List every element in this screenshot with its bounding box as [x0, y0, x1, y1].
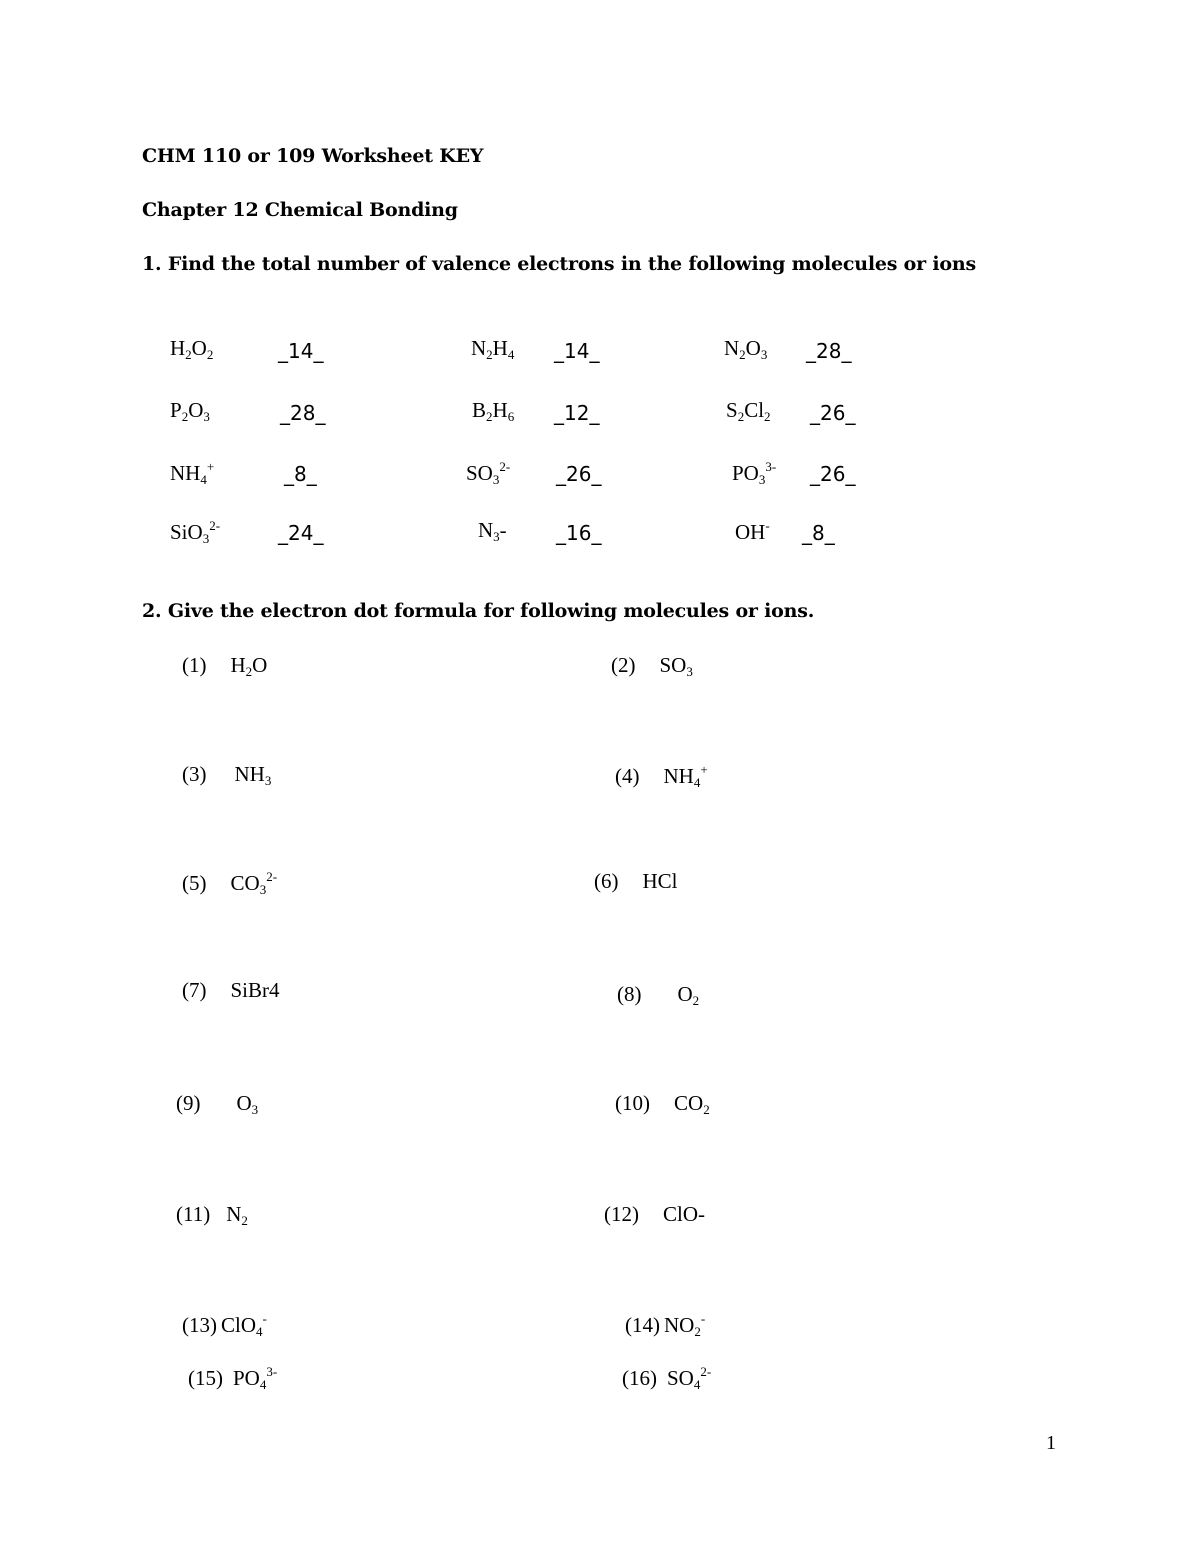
q2-item-number: (6) [594, 869, 619, 893]
answer-so3-2minus: _26_ [556, 462, 602, 486]
q2-item-6 [594, 869, 678, 894]
q2-formula-so4-2minus: $SO_4^{2-}$ [667, 1364, 712, 1392]
q2-item-7 [182, 978, 280, 1003]
answer-oh-minus: _8_ [802, 521, 835, 545]
q2-item-16 [622, 1364, 711, 1393]
q2-formula-o2: $O_2$ [677, 982, 700, 1008]
q2-item-number: (4) [615, 764, 640, 788]
answer-po3-3minus: _26_ [810, 462, 856, 486]
q2-item-number: (10) [615, 1091, 650, 1115]
formula-nh4-plus: $NH_4^+$ [170, 459, 215, 487]
q2-item-number: (12) [604, 1202, 639, 1226]
q2-item-number: (14) [625, 1313, 660, 1337]
q2-formula-n2: $N_2$ [226, 1202, 248, 1228]
formula-n3-minus: $N_3-$ [478, 518, 507, 544]
q2-formula-sibr4: SiBr4 [230, 978, 280, 1002]
q2-item-1 [182, 653, 267, 680]
formula-s2cl2: $S_2Cl_2$ [726, 398, 771, 424]
q2-formula-no2-minus: $NO_2^-$ [664, 1311, 706, 1339]
formula-oh-minus: OH- [735, 518, 770, 544]
answer-nh4-plus: _8_ [284, 462, 317, 486]
answer-sio3-2minus: _24_ [278, 521, 324, 545]
answer-p2o3: _28_ [280, 401, 326, 425]
q2-formula-hcl: HCl [642, 869, 678, 893]
q2-item-number: (15) [188, 1366, 223, 1390]
q2-item-9 [176, 1091, 258, 1118]
answer-b2h6: _12_ [554, 401, 600, 425]
q2-item-13 [182, 1311, 267, 1340]
answer-n2o3: _28_ [806, 339, 852, 363]
q2-item-10 [615, 1091, 710, 1118]
formula-sio3-2minus: SiO$_3^{2-}$ [170, 518, 221, 546]
q2-item-number: (8) [617, 982, 642, 1006]
q2-item-12 [604, 1202, 705, 1227]
formula-n2h4: $N_2H_4$ [471, 336, 515, 362]
question-2-prompt: 2. Give the electron dot formula for following molecules or ions. [142, 600, 815, 622]
q2-item-8 [617, 982, 699, 1009]
formula-so3-2minus: $SO_3^{2-}$ [466, 459, 511, 487]
formula-h2o2: $H_2O_2$ [170, 336, 214, 362]
q2-item-number: (11) [176, 1202, 211, 1226]
formula-n2o3: $N_2O_3$ [724, 336, 768, 362]
answer-h2o2: _14_ [278, 339, 324, 363]
q2-item-number: (1) [182, 653, 207, 677]
q2-item-11 [176, 1202, 248, 1229]
answer-s2cl2: _26_ [810, 401, 856, 425]
q2-formula-clo-minus: ClO- [663, 1202, 705, 1226]
q2-formula-nh3: $NH_3$ [234, 762, 272, 788]
formula-p2o3: $P_2O_3$ [170, 398, 210, 424]
q2-item-number: (13) [182, 1313, 217, 1337]
q2-item-number: (16) [622, 1366, 657, 1390]
q2-formula-clo4-minus: ClO$_4$- [221, 1311, 267, 1339]
q2-formula-co2: $CO_2$ [674, 1091, 710, 1117]
q2-formula-so3: $SO_3$ [659, 653, 693, 679]
question-1-prompt: 1. Find the total number of valence electrons in the following molecules or ions [142, 253, 976, 275]
formula-b2h6: $B_2H_6$ [472, 398, 515, 424]
answer-n3-minus: _16_ [556, 521, 602, 545]
q2-item-5 [182, 869, 277, 898]
q2-formula-po4-3minus: $PO_4^{3-}$ [233, 1364, 278, 1392]
q2-item-number: (9) [176, 1091, 201, 1115]
q2-item-number: (2) [611, 653, 636, 677]
q2-item-3 [182, 762, 271, 789]
q2-formula-h2o: $H_2O$ [230, 653, 268, 679]
q2-formula-co3-2minus: $CO_3^{2-}$ [230, 869, 278, 897]
q2-item-number: (5) [182, 871, 207, 895]
q2-item-number: (3) [182, 762, 207, 786]
q2-item-14 [625, 1311, 705, 1340]
q2-item-2 [611, 653, 693, 680]
q2-item-4 [615, 762, 708, 791]
formula-po3-3minus: $PO_3^{3-}$ [732, 459, 777, 487]
answer-n2h4: _14_ [554, 339, 600, 363]
q2-item-number: (7) [182, 978, 207, 1002]
q2-item-15 [188, 1364, 277, 1393]
q2-formula-o3: $O_3$ [236, 1091, 259, 1117]
worksheet-title: CHM 110 or 109 Worksheet KEY [142, 145, 484, 167]
page-number: 1 [1046, 1432, 1056, 1454]
chapter-title: Chapter 12 Chemical Bonding [142, 199, 458, 221]
q2-formula-nh4-plus: $NH_4^+$ [663, 762, 708, 790]
